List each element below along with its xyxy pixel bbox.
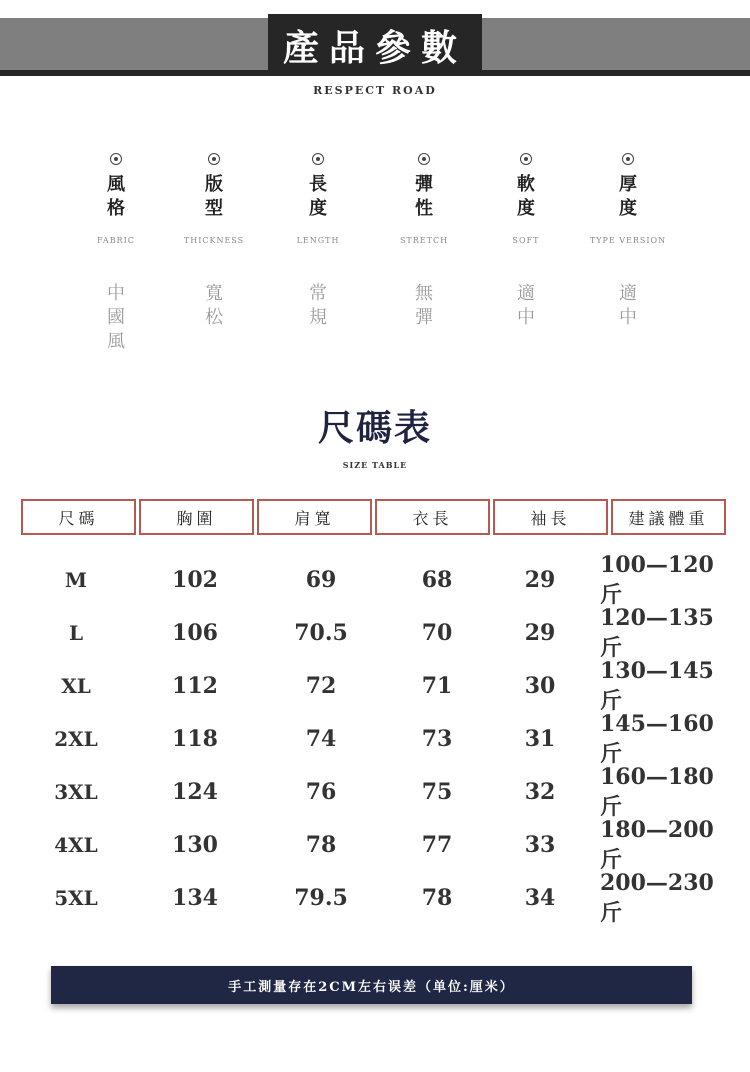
cell-shoulder: 72 [305,673,337,699]
cell-chest: 102 [172,567,218,593]
size-table-title: 尺碼表 [317,407,432,449]
param-en: LENGTH [296,236,340,245]
cell-weight: 160—180斤 [600,763,714,820]
cell-weight: 180—200斤 [600,816,714,873]
param-en: SOFT [512,236,540,245]
cell-chest: 130 [172,832,218,858]
param-value: 中國風 [107,283,125,352]
param-name: 長度 [309,174,327,219]
cell-chest: 106 [172,620,218,646]
cell-sleeve: 33 [524,832,556,858]
cell-shoulder: 74 [305,726,337,752]
param-value: 寬松 [205,283,223,328]
cell-length: 71 [421,673,453,699]
cell-size: XL [61,674,91,698]
param-name: 彈性 [415,174,433,219]
header-chest: 胸圍 [139,499,254,535]
measurement-note: 手工測量存在2CM左右误差（单位:厘米） [51,966,692,1004]
circle-dot-icon [312,153,324,165]
param-fit [154,150,274,328]
table-row [0,816,750,873]
param-thickness [568,150,688,328]
table-row [0,869,750,926]
cell-sleeve: 32 [524,779,556,805]
cell-shoulder: 76 [305,779,337,805]
header-sleeve: 袖長 [493,499,608,535]
param-length [258,150,378,328]
header-length: 衣長 [375,499,490,535]
param-name: 風格 [107,174,125,219]
cell-weight: 145—160斤 [600,710,714,767]
header-weight: 建議體重 [611,499,726,535]
param-value: 常規 [309,283,327,328]
cell-length: 73 [421,726,453,752]
table-row [0,604,750,661]
cell-shoulder: 79.5 [294,885,348,911]
cell-size: 3XL [54,780,98,804]
cell-length: 70 [421,620,453,646]
header-shoulder: 肩寬 [257,499,372,535]
cell-shoulder: 69 [305,567,337,593]
cell-size: L [68,621,84,645]
circle-dot-icon [622,153,634,165]
cell-chest: 134 [172,885,218,911]
circle-dot-icon [110,153,122,165]
param-value: 無彈 [415,283,433,328]
circle-dot-icon [418,153,430,165]
cell-size: 2XL [54,727,98,751]
table-row [0,763,750,820]
cell-weight: 130—145斤 [600,657,714,714]
cell-size: M [64,568,88,592]
cell-sleeve: 29 [524,567,556,593]
cell-shoulder: 78 [305,832,337,858]
cell-shoulder: 70.5 [294,620,348,646]
cell-sleeve: 31 [524,726,556,752]
circle-dot-icon [520,153,532,165]
header-size: 尺碼 [21,499,136,535]
param-en: THICKNESS [183,236,245,245]
cell-weight: 200—230斤 [600,869,714,926]
cell-length: 75 [421,779,453,805]
param-en: TYPE VERSION [589,236,667,245]
param-name: 厚度 [619,174,637,219]
cell-chest: 118 [172,726,218,752]
param-en: STRETCH [399,236,449,245]
cell-chest: 112 [172,673,218,699]
cell-weight: 100—120斤 [600,551,714,608]
cell-weight: 120—135斤 [600,604,714,661]
cell-sleeve: 29 [524,620,556,646]
size-table-subtitle: SIZE TABLE [342,460,408,470]
param-value: 適中 [517,283,535,328]
table-row [0,657,750,714]
page-subtitle: RESPECT ROAD [313,84,437,97]
cell-size: 4XL [54,833,98,857]
product-params [0,150,750,370]
cell-sleeve: 34 [524,885,556,911]
table-row [0,551,750,608]
cell-length: 68 [421,567,453,593]
param-value: 適中 [619,283,637,328]
param-en: FABRIC [97,236,135,245]
table-row [0,710,750,767]
cell-size: 5XL [54,886,98,910]
page-title: 產品參數 [268,14,482,76]
cell-length: 77 [421,832,453,858]
circle-dot-icon [208,153,220,165]
cell-length: 78 [421,885,453,911]
param-name: 軟度 [517,174,535,219]
param-name: 版型 [205,174,223,219]
cell-chest: 124 [172,779,218,805]
cell-sleeve: 30 [524,673,556,699]
